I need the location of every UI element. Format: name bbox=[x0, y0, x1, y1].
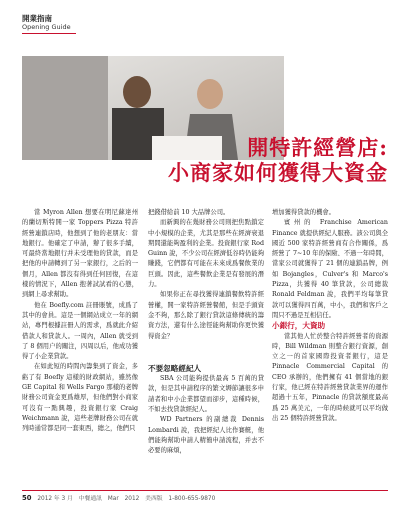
paragraph: WD Partners 的副總裁 Dennis Lombardi 說，我把經紀人比作賽艇，他們能夠幫助申請人精簡申請流程，并去不必要的麻煩， bbox=[148, 416, 264, 455]
section-title-en: Opening Guide bbox=[22, 23, 71, 31]
header-divider bbox=[22, 33, 76, 34]
paragraph: 在如此短的時間內籌集到了資金，多虧了有 Boefly 這樣的財政網站，雖然像 GE Capital 和 Wells Fargo 那樣的老牌財務公司資金更爲雄厚，但他們對小商家可沒有一點興趣，投資銀行家 Craig Weichmann 說，這些老牌財務公司在就列時通常都是同一套東西，總之，他們只 bbox=[22, 363, 138, 433]
paragraph: 把錢借給前 10 大品牌公司。 bbox=[148, 209, 230, 216]
page-footer bbox=[22, 493, 219, 502]
article-title bbox=[136, 136, 388, 186]
subheading: 小銀行，大資助 bbox=[272, 321, 326, 331]
section-title-zh: 開業指南 bbox=[22, 14, 52, 23]
paragraph: 他在 Boefly.com 註冊賬號，成爲了其中的會員。這是一個網站成立一年的網站，專門根據註冊人的需求，爲就此介紹借款人和貸款人。一周內，Allen 就受到了 8 個用户的關注，四周以后，他成功獲得了小企業貸款。 bbox=[22, 301, 138, 361]
footer-date: 2012 年 3 月 bbox=[37, 496, 73, 502]
title-line-2: 小商家如何獲得大資金 bbox=[168, 160, 388, 185]
column-2 bbox=[148, 208, 264, 457]
paragraph: 如果你正在尋找獲得連鎖餐飲特許經營權，開一家特許經營餐館，但是手頭資金不夠，那么除了銀行貸款這條傳統的籌資方法，還有什么途徑能夠幫助你更快獲得資金？ bbox=[148, 291, 264, 340]
paragraph: 增加獲得貸款的機會。 bbox=[272, 209, 335, 216]
paragraph: 當其他人忙於整合特許經營者的資源時，Bill Wildman 則整合銀行資源，創立之一的首家國際投資者銀行，這是 Pinnacle Commercial Capital 的 CEO 承辦的，他們擁有 41 個當地的銀行家，他已經在特許經營貸款業界的運作超過十五年，Pinnacle 的貸款額度最高爲 25 萬美元，一年的時候就可以平均做出 25 個特許經營貸款。 bbox=[272, 332, 388, 422]
footer-year: 2012 bbox=[124, 496, 140, 502]
footer-phone: 1-800-655-9870 bbox=[168, 496, 216, 502]
footer-month: Mar bbox=[107, 496, 119, 502]
title-line-1: 開特許經營店: bbox=[247, 135, 388, 160]
paragraph: 賓州的 Franchise American Finance 就提供經紀人服務。該公司與全國近 500 家特許經營商有合作關係，爲經營了 7~10 年的保險、不過一年時間，當家公司就獲得了 21 個的連鎖品牌，例如 Bojangles，Culver's 和 Marco's Pizza，共獲得 40 筆貸款，公司總裁 Ronald Feldman 說，我們平均每筆貸款可以獲得四百萬，中小，我們和客戶之間只不過是互相信任。 bbox=[272, 219, 388, 319]
footer-edition: 美西版 bbox=[145, 496, 163, 502]
subheading: 不要忽略經紀人 bbox=[148, 363, 202, 373]
footer-publication: 中餐通訊 bbox=[78, 496, 102, 502]
page-number: 50 bbox=[22, 494, 32, 502]
paragraph: 當 Myron Allen 想要在明尼蘇達州的蘭切斯特開一家 Toppers Pizza 特許經營連鎖店時，他想到了他的老朋友：當地銀行。他確定了申請，辦了很多手續，可最終當地銀行并未受理他的貸款，而是把他的申請轉到了另一家銀行，之后的一個月，Allen 都沒有得到任何回復，在這樣的情況下，Allen 抱著試試看的心態，到網上尋求幫助。 bbox=[22, 209, 138, 299]
section-header bbox=[22, 14, 71, 31]
paragraph: 而新興的在幾財務公司則把焦點鎖定中小規模的企業，尤其是那些在經濟衰退期間還能夠盈利的企業。投資銀行家 Rod Guinn 說，不少公司在經濟低谷時仍能夠賺錢，它們都有可能在未來成爲餐飲業的巨頭。因此，這些餐飲企業是有發展的潛力。 bbox=[148, 219, 264, 289]
footer-divider bbox=[22, 490, 388, 491]
column-3 bbox=[272, 208, 388, 424]
column-1 bbox=[22, 208, 138, 435]
paragraph: SBA 公司能夠提供最高 5 百萬的貸款，但是其申請程序的繁文縟節讓很多申請者和中小企業都望而卻步，這種時候，不如去找貸款經紀人。 bbox=[148, 375, 264, 414]
